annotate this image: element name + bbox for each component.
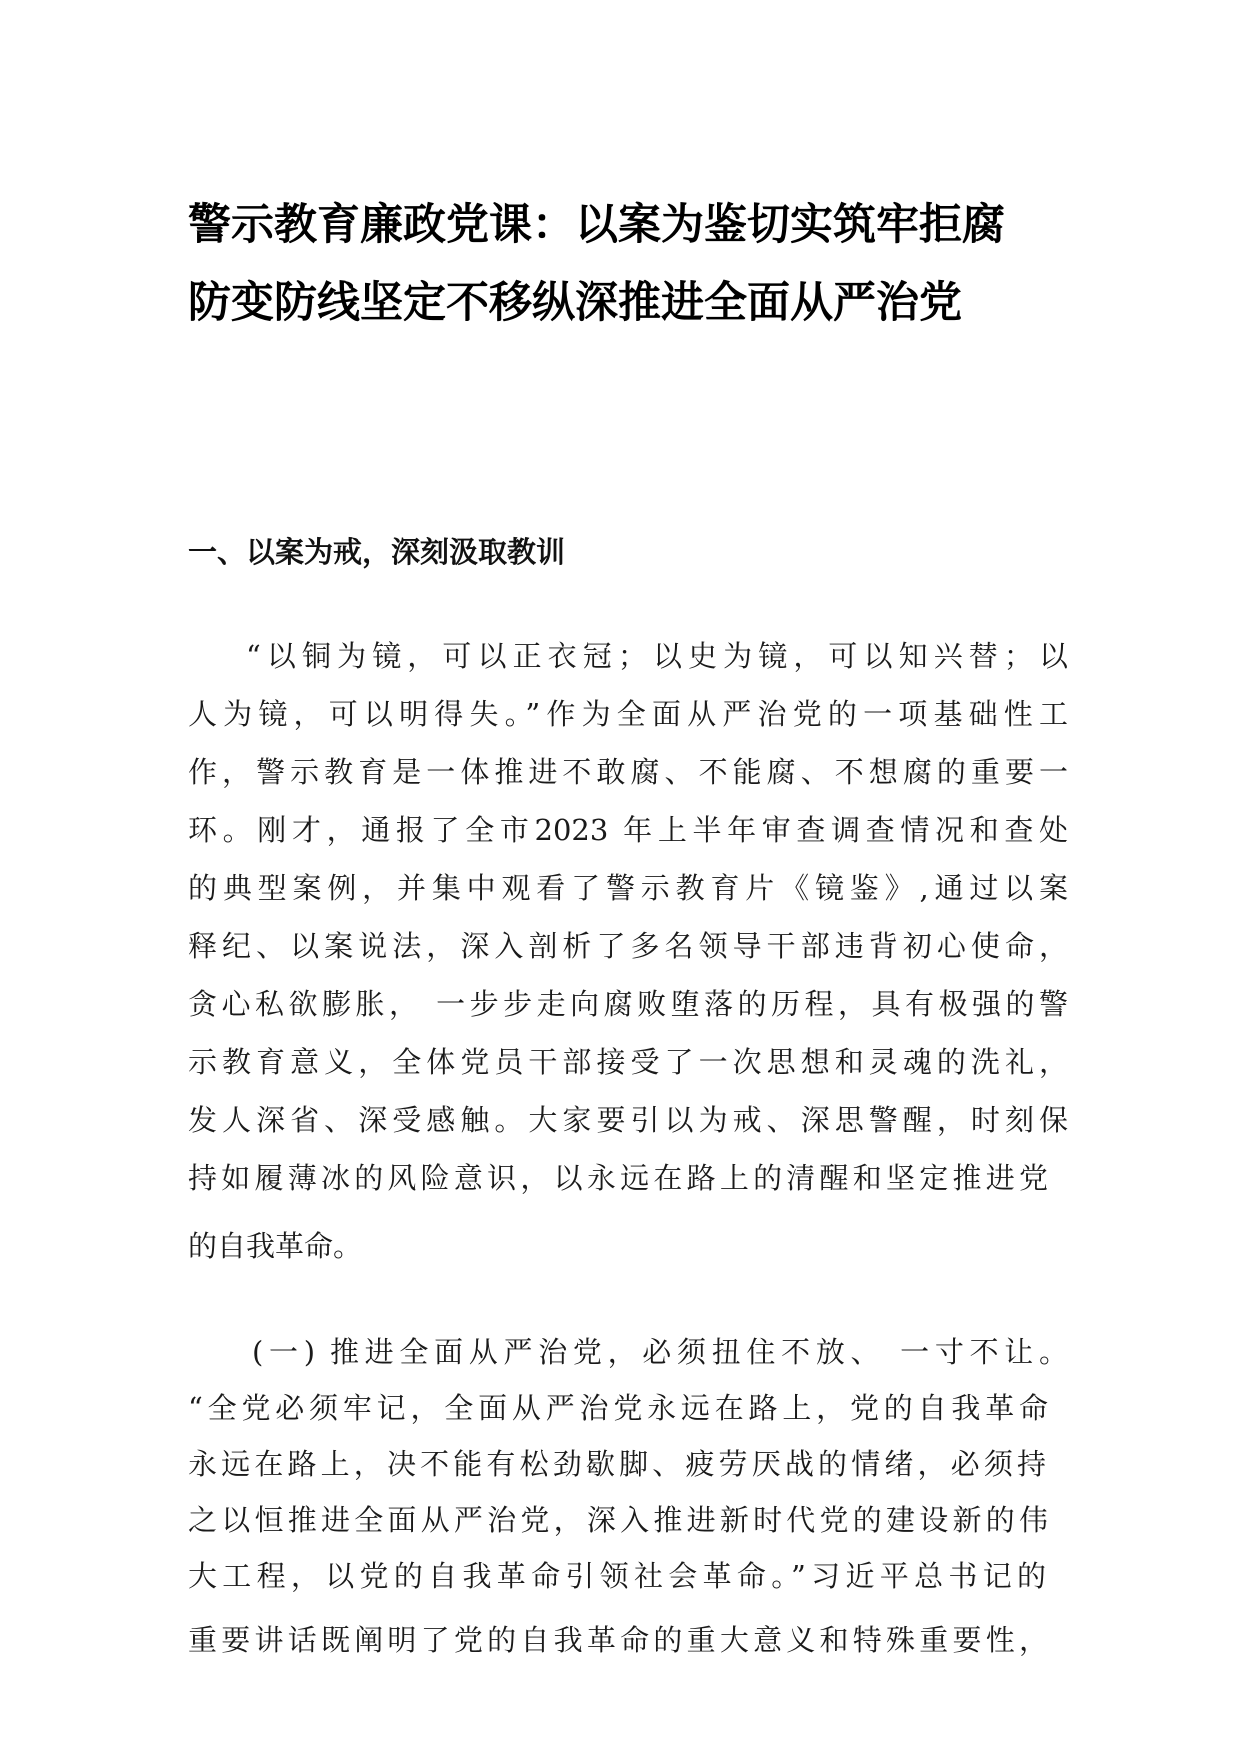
paragraph-line: 环。刚才，通报了全市2023 年上半年审查调查情况和查处 bbox=[188, 813, 1068, 847]
paragraph-line: 的典型案例，并集中观看了警示教育片《镜鉴》,通过以案 bbox=[188, 871, 1068, 905]
paragraph-line: 永远在路上，决不能有松劲歇脚、疲劳厌战的情绪，必须持 bbox=[188, 1447, 1046, 1481]
paragraph-line: 大工程，以党的自我革命引领社会革命。”习近平总书记的 bbox=[188, 1559, 1046, 1593]
paragraph-line: “以铜为镜，可以正衣冠；以史为镜，可以知兴替；以 bbox=[246, 639, 1068, 673]
paragraph-line: 之以恒推进全面从严治党，深入推进新时代党的建设新的伟 bbox=[188, 1503, 1048, 1537]
section-heading: 一、以案为戒，深刻汲取教训 bbox=[188, 535, 566, 569]
paragraph-line: “全党必须牢记，全面从严治党永远在路上，党的自我革命 bbox=[188, 1391, 1048, 1425]
paragraph-line: 持如履薄冰的风险意识，以永远在路上的清醒和坚定推进党 bbox=[188, 1161, 1048, 1195]
paragraph-line: 重要讲话既阐明了党的自我革命的重大意义和特殊重要性， bbox=[188, 1623, 1048, 1657]
title-line-1: 警示教育廉政党课：以案为鉴切实筑牢拒腐 bbox=[188, 200, 1005, 250]
paragraph-line: (一) 推进全面从严治党，必须扭住不放、 一寸不让。 bbox=[252, 1335, 1068, 1369]
paragraph-line: 人为镜，可以明得失。”作为全面从严治党的一项基础性工 bbox=[188, 697, 1068, 731]
paragraph-line: 示教育意义，全体党员干部接受了一次思想和灵魂的洗礼， bbox=[188, 1045, 1068, 1079]
paragraph-line: 释纪、以案说法，深入剖析了多名领导干部违背初心使命， bbox=[188, 929, 1068, 963]
title-line-2: 防变防线坚定不移纵深推进全面从严治党 bbox=[188, 278, 962, 328]
paragraph-line: 的自我革命。 bbox=[188, 1229, 363, 1263]
paragraph-line: 贪心私欲膨胀， 一步步走向腐败堕落的历程，具有极强的警 bbox=[188, 987, 1068, 1021]
paragraph-line: 作，警示教育是一体推进不敢腐、不能腐、不想腐的重要一 bbox=[188, 755, 1068, 789]
paragraph-line: 发人深省、深受感触。大家要引以为戒、深思警醒，时刻保 bbox=[188, 1103, 1068, 1137]
document-title bbox=[188, 186, 1068, 342]
